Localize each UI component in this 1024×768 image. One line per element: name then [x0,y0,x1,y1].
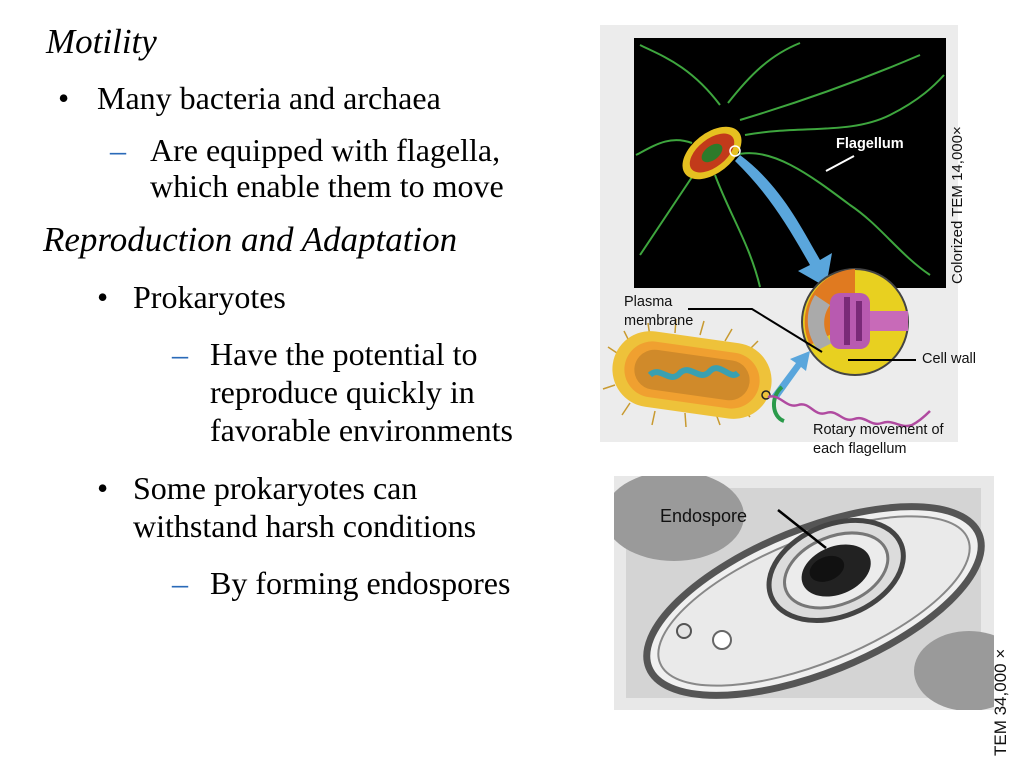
bullet-marker: • [97,279,109,315]
sub-reproduce-line3: favorable environments [210,412,513,448]
bacterium-cartoon [603,319,777,427]
cell-wall-label: Cell wall [922,351,976,367]
flagellum-figure [600,25,958,442]
flagellum-label: Flagellum [836,136,904,152]
sub-flagella-line2: which enable them to move [150,168,504,204]
tem-34000-caption: TEM 34,000 × [991,648,1010,756]
reproduction-heading: Reproduction and Adaptation [43,220,458,259]
bullet-marker: • [97,470,109,506]
dash-marker: – [172,336,188,372]
flagellum-micrograph [634,38,946,288]
rotary-movement-label-line2: each flagellum [813,441,907,457]
dash-marker: – [172,565,188,601]
motility-heading: Motility [46,22,157,61]
flagellum-figure-panel [600,25,958,442]
plasma-membrane-label-line2: membrane [624,313,694,329]
bullet-harsh-line2: withstand harsh conditions [133,508,477,544]
endospore-label: Endospore [660,506,748,526]
bullet-harsh-line1: Some prokaryotes can [133,470,418,506]
plasma-membrane-label-line1: Plasma [624,294,673,310]
bullet-many-bacteria: Many bacteria and archaea [97,80,441,116]
sub-reproduce-line1: Have the potential to [210,336,478,372]
bullet-prokaryotes: Prokaryotes [133,279,286,315]
dash-marker: – [110,132,126,168]
tem-14000-caption: Colorized TEM 14,000× [949,126,966,284]
sub-reproduce-line2: reproduce quickly in [210,374,475,410]
sub-endospores: By forming endospores [210,565,511,601]
sub-flagella-line1: Are equipped with flagella, [150,132,501,168]
rotary-movement-label-line1: Rotary movement of [813,422,944,438]
bullet-marker: • [58,80,70,116]
